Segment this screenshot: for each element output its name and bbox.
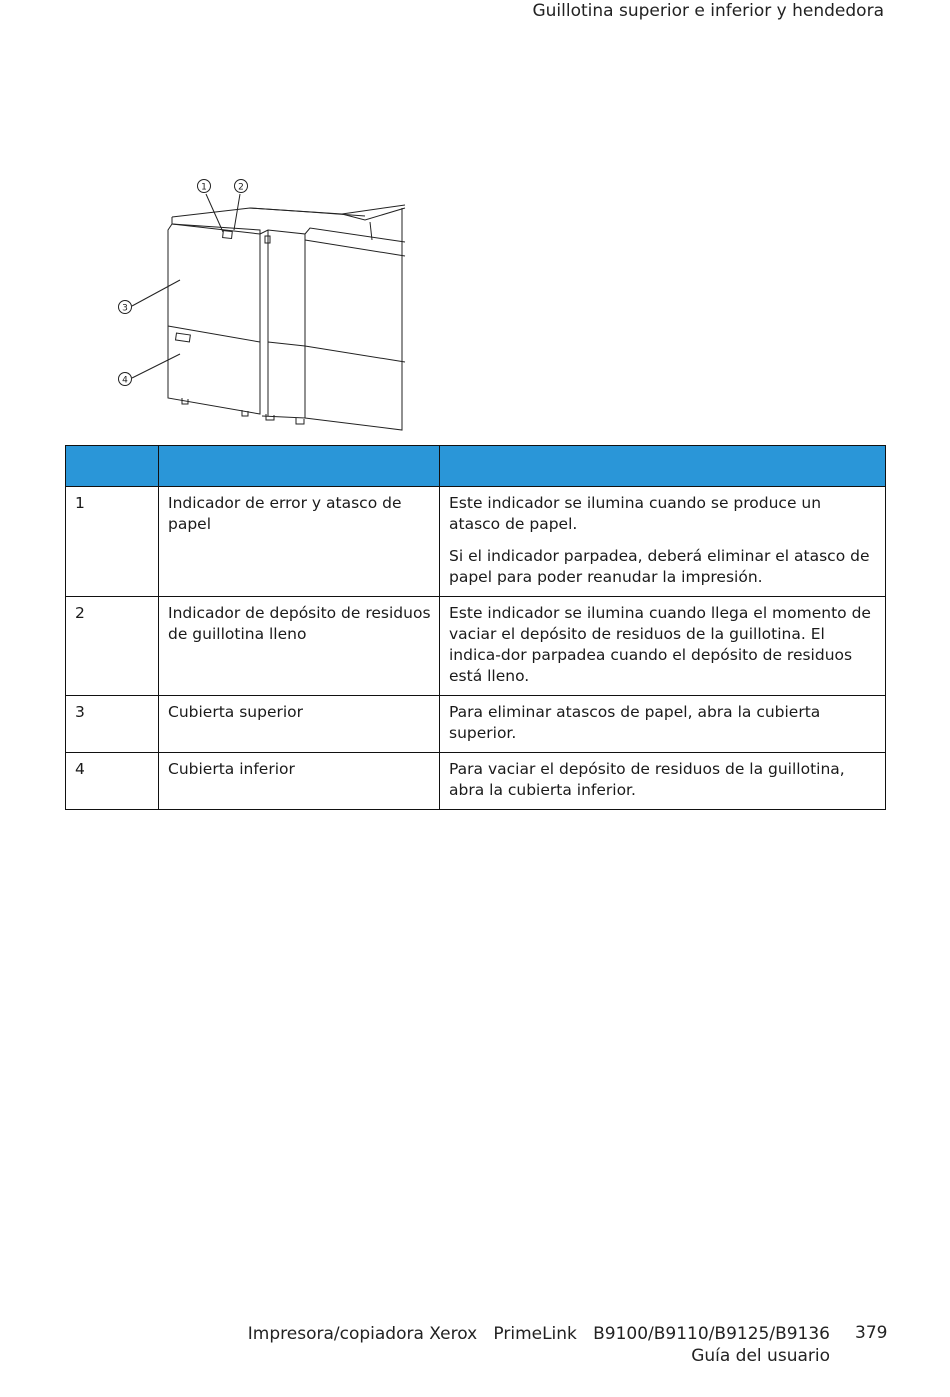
row-name: Indicador de error y atasco de papel	[159, 487, 440, 597]
header-cell-description	[440, 446, 886, 487]
row-name: Cubierta superior	[159, 696, 440, 753]
callout-3: 3	[122, 303, 128, 314]
row-name: Cubierta inferior	[159, 753, 440, 810]
row-number: 4	[66, 753, 159, 810]
description-paragraph: Este indicador se ilumina cuando se produce un atasco de papel.	[449, 494, 822, 533]
description-paragraph: Para vaciar el depósito de residuos de la guillotina, abra la cubierta inferior.	[449, 760, 845, 799]
row-description	[440, 696, 886, 753]
description-paragraph: Este indicador se ilumina cuando llega el momento de vaciar el depósito de residuos de la guillotina. El indica-dor parpadea cuando el depósito de residuos está lleno.	[449, 604, 871, 685]
row-name: Indicador de depósito de residuos de guillotina lleno	[159, 597, 440, 696]
table-header-row	[66, 446, 886, 487]
table-row	[66, 597, 886, 696]
callout-2: 2	[238, 182, 244, 193]
description-paragraph: Si el indicador parpadea, deberá eliminar el atasco de papel para poder reanudar la impresión.	[449, 547, 870, 586]
table-row	[66, 487, 886, 597]
row-number: 2	[66, 597, 159, 696]
row-description	[440, 487, 886, 597]
row-description	[440, 753, 886, 810]
row-number: 1	[66, 487, 159, 597]
callout-4: 4	[122, 375, 128, 386]
footer-product-name: Impresora/copiadora Xerox PrimeLink B9100/B9110/B9125/B9136	[247, 1324, 830, 1344]
table-row	[66, 753, 886, 810]
footer-guide-title: Guía del usuario	[691, 1346, 830, 1366]
parts-table	[65, 445, 886, 810]
table-row	[66, 696, 886, 753]
device-illustration	[110, 172, 410, 434]
header-cell-name	[159, 446, 440, 487]
row-description	[440, 597, 886, 696]
trimmer-unit-drawing	[110, 172, 410, 434]
callout-1: 1	[201, 182, 207, 193]
page-number: 379	[855, 1323, 888, 1343]
header-cell-number	[66, 446, 159, 487]
description-paragraph: Para eliminar atascos de papel, abra la cubierta superior.	[449, 703, 821, 742]
row-number: 3	[66, 696, 159, 753]
running-header: Guillotina superior e inferior y hendedora	[532, 1, 884, 21]
